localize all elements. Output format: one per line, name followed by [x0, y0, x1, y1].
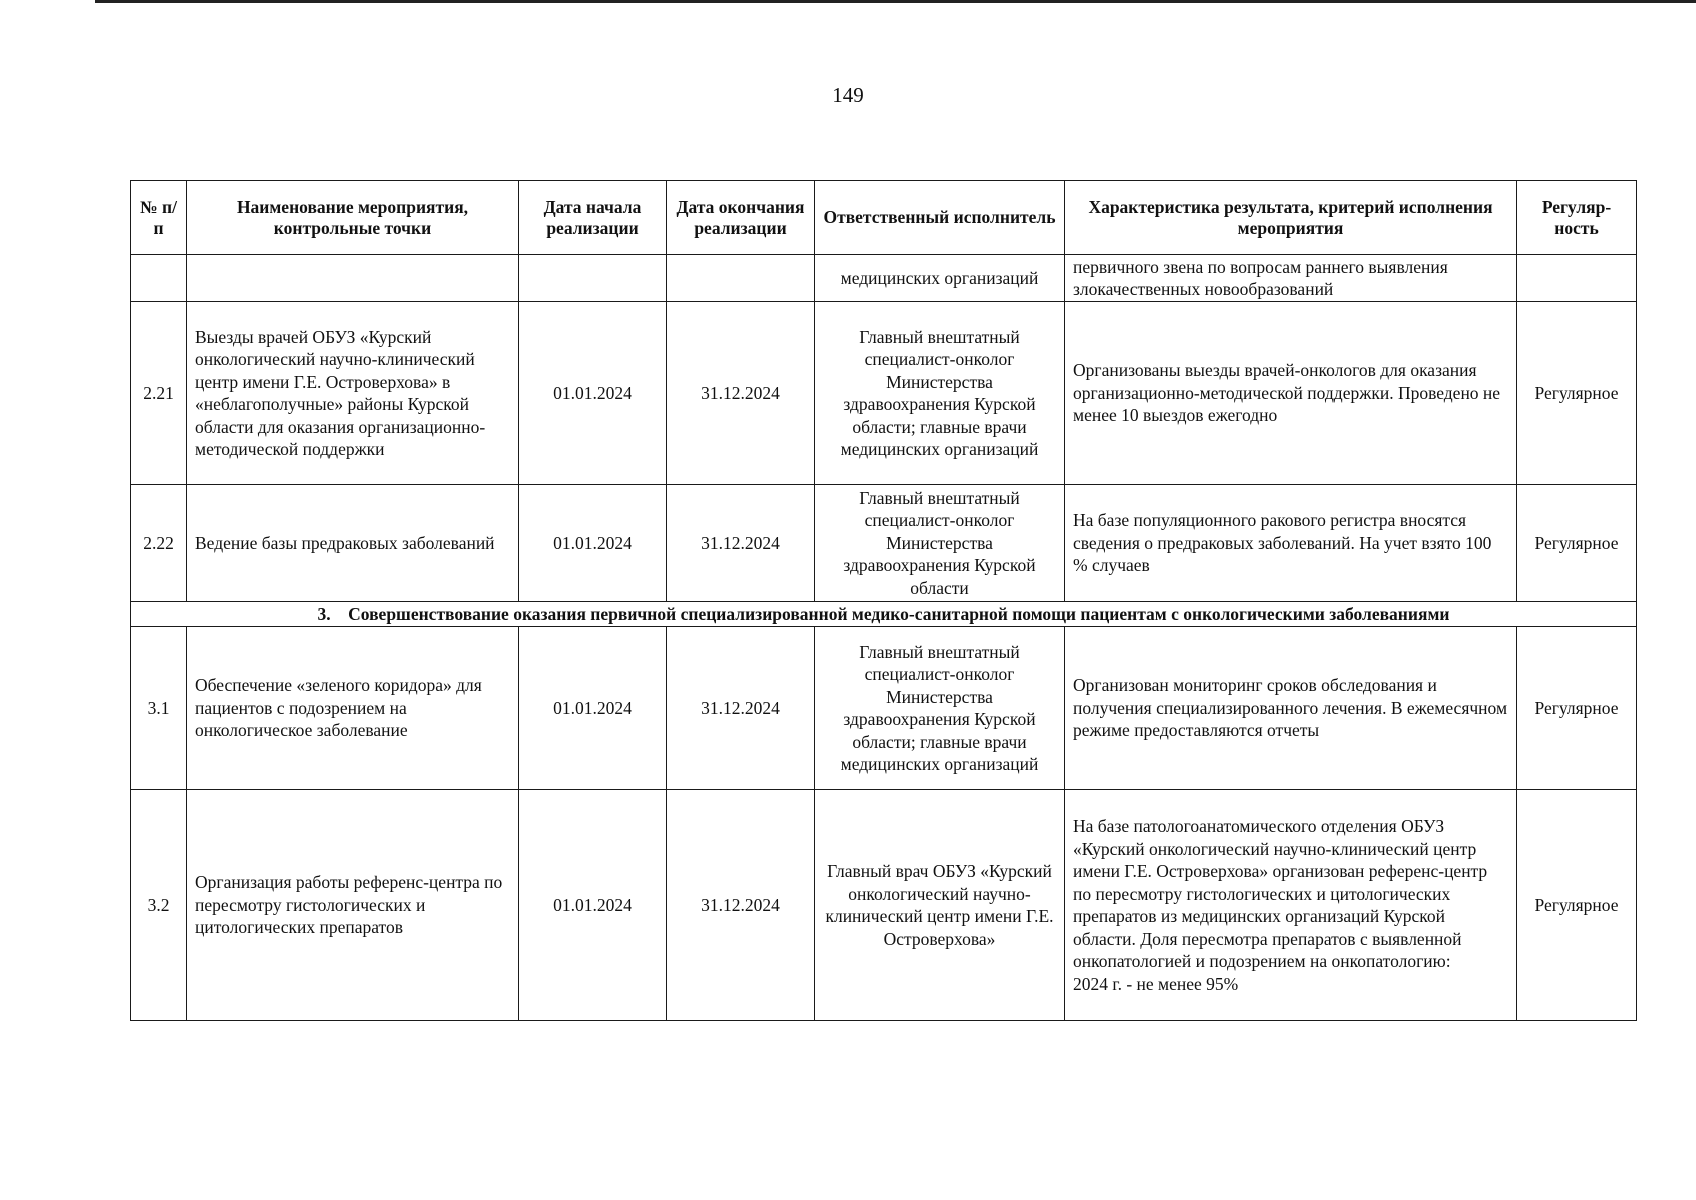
cell-result: Организован мониторинг сроков обследования и получения специализированного лечения. В ежемесячном режиме предоставляются отчеты — [1065, 627, 1517, 790]
cell-regularity: Регулярное — [1517, 790, 1637, 1021]
cell-end-date: 31.12.2024 — [667, 485, 815, 602]
cell-start-date: 01.01.2024 — [519, 790, 667, 1021]
cell-start-date: 01.01.2024 — [519, 627, 667, 790]
cell-num: 3.1 — [131, 627, 187, 790]
cell-name: Обеспечение «зеленого коридора» для пациентов с подозрением на онкологическое заболевание — [187, 627, 519, 790]
cell-result-target: 2024 г. - не менее 95% — [1073, 973, 1239, 994]
cell-end-date: 31.12.2024 — [667, 302, 815, 485]
page-number: 149 — [832, 83, 864, 107]
cell-num: 2.22 — [131, 485, 187, 602]
cell-responsible: Главный врач ОБУЗ «Курский онкологический научно-клинический центр имени Г.Е. Островерхова» — [815, 790, 1065, 1021]
scan-top-edge — [95, 0, 1696, 3]
cell-name: Ведение базы предраковых заболеваний — [187, 485, 519, 602]
cell-responsible: Главный внештатный специалист-онколог Министерства здравоохранения Курской области; главные врачи медицинских организаций — [815, 302, 1065, 485]
table-row — [131, 627, 1637, 790]
header-responsible: Ответственный исполнитель — [815, 181, 1065, 255]
cell-regularity — [1517, 255, 1637, 302]
section-number: 3. — [317, 604, 331, 624]
section-heading — [131, 602, 1637, 627]
header-end-date: Дата окончания реализации — [667, 181, 815, 255]
cell-num: 2.21 — [131, 302, 187, 485]
header-start-date: Дата начала реализации — [519, 181, 667, 255]
activity-plan-table — [130, 180, 1637, 1021]
cell-name: Выезды врачей ОБУЗ «Курский онкологический научно-клинический центр имени Г.Е. Островерхова» в «неблагополучные» районы Курской области для оказания организационно-методической поддержки — [187, 302, 519, 485]
cell-start-date: 01.01.2024 — [519, 302, 667, 485]
section-heading-row — [131, 602, 1637, 627]
header-name: Наименование мероприятия, контрольные точки — [187, 181, 519, 255]
cell-start-date — [519, 255, 667, 302]
table-row — [131, 790, 1637, 1021]
cell-name — [187, 255, 519, 302]
cell-regularity: Регулярное — [1517, 302, 1637, 485]
cell-result: первичного звена по вопросам раннего выявления злокачественных новообразований — [1065, 255, 1517, 302]
cell-regularity: Регулярное — [1517, 627, 1637, 790]
cell-num — [131, 255, 187, 302]
cell-name: Организация работы референс-центра по пересмотру гистологических и цитологических препаратов — [187, 790, 519, 1021]
table-row — [131, 485, 1637, 602]
cell-end-date: 31.12.2024 — [667, 790, 815, 1021]
cell-result: На базе популяционного ракового регистра вносятся сведения о предраковых заболеваний. На учет взято 100 % случаев — [1065, 485, 1517, 602]
cell-num: 3.2 — [131, 790, 187, 1021]
cell-responsible: Главный внештатный специалист-онколог Министерства здравоохранения Курской области — [815, 485, 1065, 602]
table-row — [131, 302, 1637, 485]
table-header-row — [131, 181, 1637, 255]
table-row-continuation — [131, 255, 1637, 302]
header-num: № п/п — [131, 181, 187, 255]
cell-responsible: медицинских организаций — [815, 255, 1065, 302]
cell-end-date — [667, 255, 815, 302]
cell-result: Организованы выезды врачей-онкологов для оказания организационно-методической поддержки. Проведено не менее 10 выездов ежегодно — [1065, 302, 1517, 485]
cell-result-text: На базе патологоанатомического отделения ОБУЗ «Курский онкологический научно-клинический центр имени Г.Е. Островерхова» организован референс-центр по пересмотру гистологических и цитологических препаратов из медицинских организаций Курской области. Доля пересмотра препаратов с выявленной онкопатологией и подозрением на онкопатологию: — [1073, 816, 1488, 971]
cell-result — [1065, 790, 1517, 1021]
section-title: Совершенствование оказания первичной специализированной медико-санитарной помощи пациентам с онкологическими заболеваниями — [348, 604, 1450, 624]
header-result: Характеристика результата, критерий исполнения мероприятия — [1065, 181, 1517, 255]
cell-responsible: Главный внештатный специалист-онколог Министерства здравоохранения Курской области; главные врачи медицинских организаций — [815, 627, 1065, 790]
cell-regularity: Регулярное — [1517, 485, 1637, 602]
cell-end-date: 31.12.2024 — [667, 627, 815, 790]
header-regularity: Регуляр-ность — [1517, 181, 1637, 255]
cell-start-date: 01.01.2024 — [519, 485, 667, 602]
